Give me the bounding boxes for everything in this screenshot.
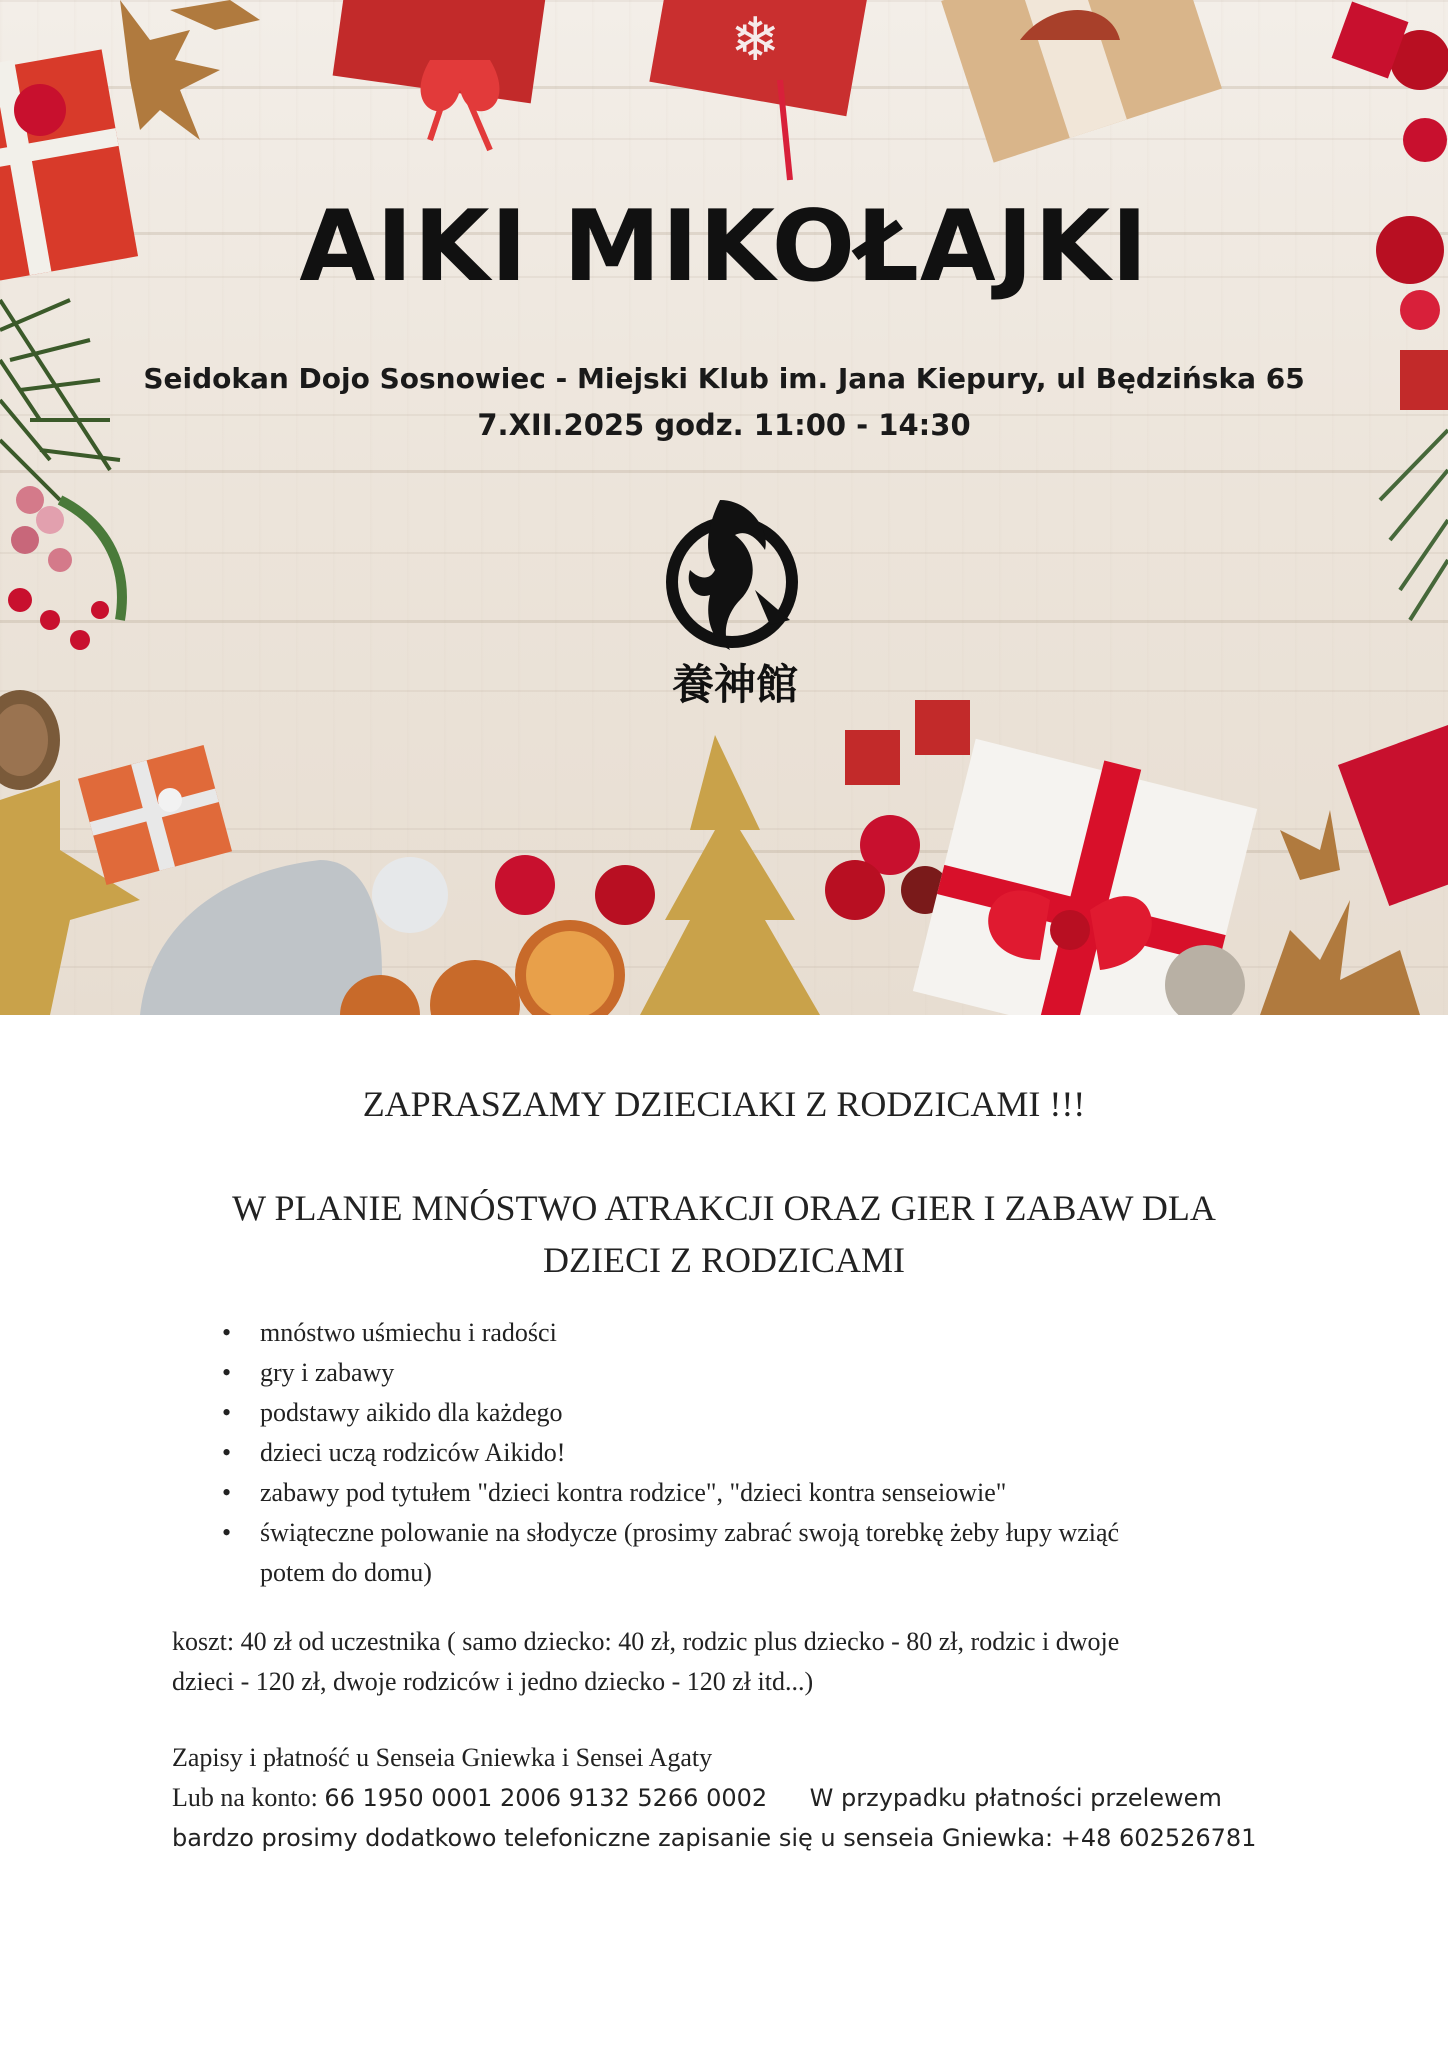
- pine-cone-icon: [0, 690, 60, 790]
- hero-banner: [0, 0, 1448, 1015]
- list-item-continuation: [222, 1553, 1262, 1593]
- activities-list: [222, 1313, 1262, 1593]
- orange-slice-icon: [340, 920, 625, 1015]
- phone-note: bardzo prosimy dodatkowo telefoniczne zapisanie się u senseia Gniewka: +48 602526781: [172, 1824, 1257, 1852]
- list-item: [222, 1313, 1262, 1353]
- bullet-icon: •: [222, 1518, 232, 1547]
- list-item-text: dzieci uczą rodziców Aikido!: [260, 1438, 566, 1467]
- orange-gift-icon: [78, 745, 232, 885]
- bullet-icon: •: [222, 1438, 232, 1467]
- list-item: [222, 1473, 1262, 1513]
- cost-paragraph: [172, 1622, 1292, 1702]
- transfer-note: W przypadku płatności przelewem: [809, 1784, 1222, 1812]
- list-item-text: gry i zabawy: [260, 1358, 395, 1387]
- list-item: [222, 1353, 1262, 1393]
- list-item-text: potem do domu): [260, 1558, 432, 1587]
- bullet-icon: •: [222, 1358, 232, 1387]
- plan-heading-line: W PLANIE MNÓSTWO ATRAKCJI ORAZ GIER I ZABAW DLA: [232, 1188, 1216, 1228]
- eagle-emblem-icon: [660, 490, 810, 660]
- bullet-icon: •: [222, 1478, 232, 1507]
- list-item: [222, 1433, 1262, 1473]
- event-venue: Seidokan Dojo Sosnowiec - Miejski Klub im. Jana Kiepury, ul Będzińska 65: [143, 362, 1305, 395]
- list-item-text: mnóstwo uśmiechu i radości: [260, 1318, 557, 1347]
- pine-branch-icon: [0, 300, 120, 500]
- event-title: AIKI MIKOŁAJKI: [299, 190, 1149, 304]
- list-item-text: podstawy aikido dla każdego: [260, 1398, 563, 1427]
- account-line: [172, 1778, 1292, 1818]
- kraft-gift-icon: [941, 0, 1222, 163]
- plan-heading: [160, 1182, 1288, 1286]
- gold-tree-icon: [640, 735, 820, 1015]
- cost-line: dzieci - 120 zł, dwoje rodziców i jedno dziecko - 120 zł itd...): [172, 1667, 814, 1696]
- list-item-text: zabawy pod tytułem "dzieci kontra rodzice", "dzieci kontra senseiowie": [260, 1478, 1007, 1507]
- red-gift-icon: [1338, 724, 1448, 906]
- cost-line: koszt: 40 zł od uczestnika ( samo dziecko: 40 zł, rodzic plus dziecko - 80 zł, rodzic i dwoje: [172, 1627, 1120, 1656]
- list-item: [222, 1393, 1262, 1433]
- svg-text:❄: ❄: [730, 5, 781, 75]
- pine-branch-icon: [1380, 430, 1448, 620]
- registration-line: Zapisy i płatność u Senseia Gniewka i Sensei Agaty: [172, 1743, 713, 1772]
- reindeer-icon: [120, 0, 260, 140]
- list-item: [222, 1513, 1262, 1553]
- account-number[interactable]: 66 1950 0001 2006 9132 5266 0002: [324, 1784, 768, 1812]
- registration-paragraph: [172, 1738, 1292, 1858]
- logo-kanji: 養神館: [671, 660, 798, 709]
- red-gift-icon: [649, 0, 872, 180]
- red-gift-icon: [333, 0, 549, 150]
- plan-heading-line: DZIECI Z RODZICAMI: [543, 1240, 905, 1280]
- berry-cluster-icon: [8, 486, 122, 650]
- event-datetime: 7.XII.2025 godz. 11:00 - 14:30: [477, 408, 971, 442]
- seidokan-logo: [660, 490, 810, 710]
- bullet-icon: •: [222, 1398, 232, 1427]
- bullet-icon: •: [222, 1318, 232, 1347]
- account-prefix: Lub na konto:: [172, 1783, 318, 1812]
- invite-heading: ZAPRASZAMY DZIECIAKI Z RODZICAMI !!!: [362, 1084, 1086, 1124]
- list-item-text: świąteczne polowanie na słodycze (prosimy zabrać swoją torebkę żeby łupy wziąć: [260, 1518, 1120, 1547]
